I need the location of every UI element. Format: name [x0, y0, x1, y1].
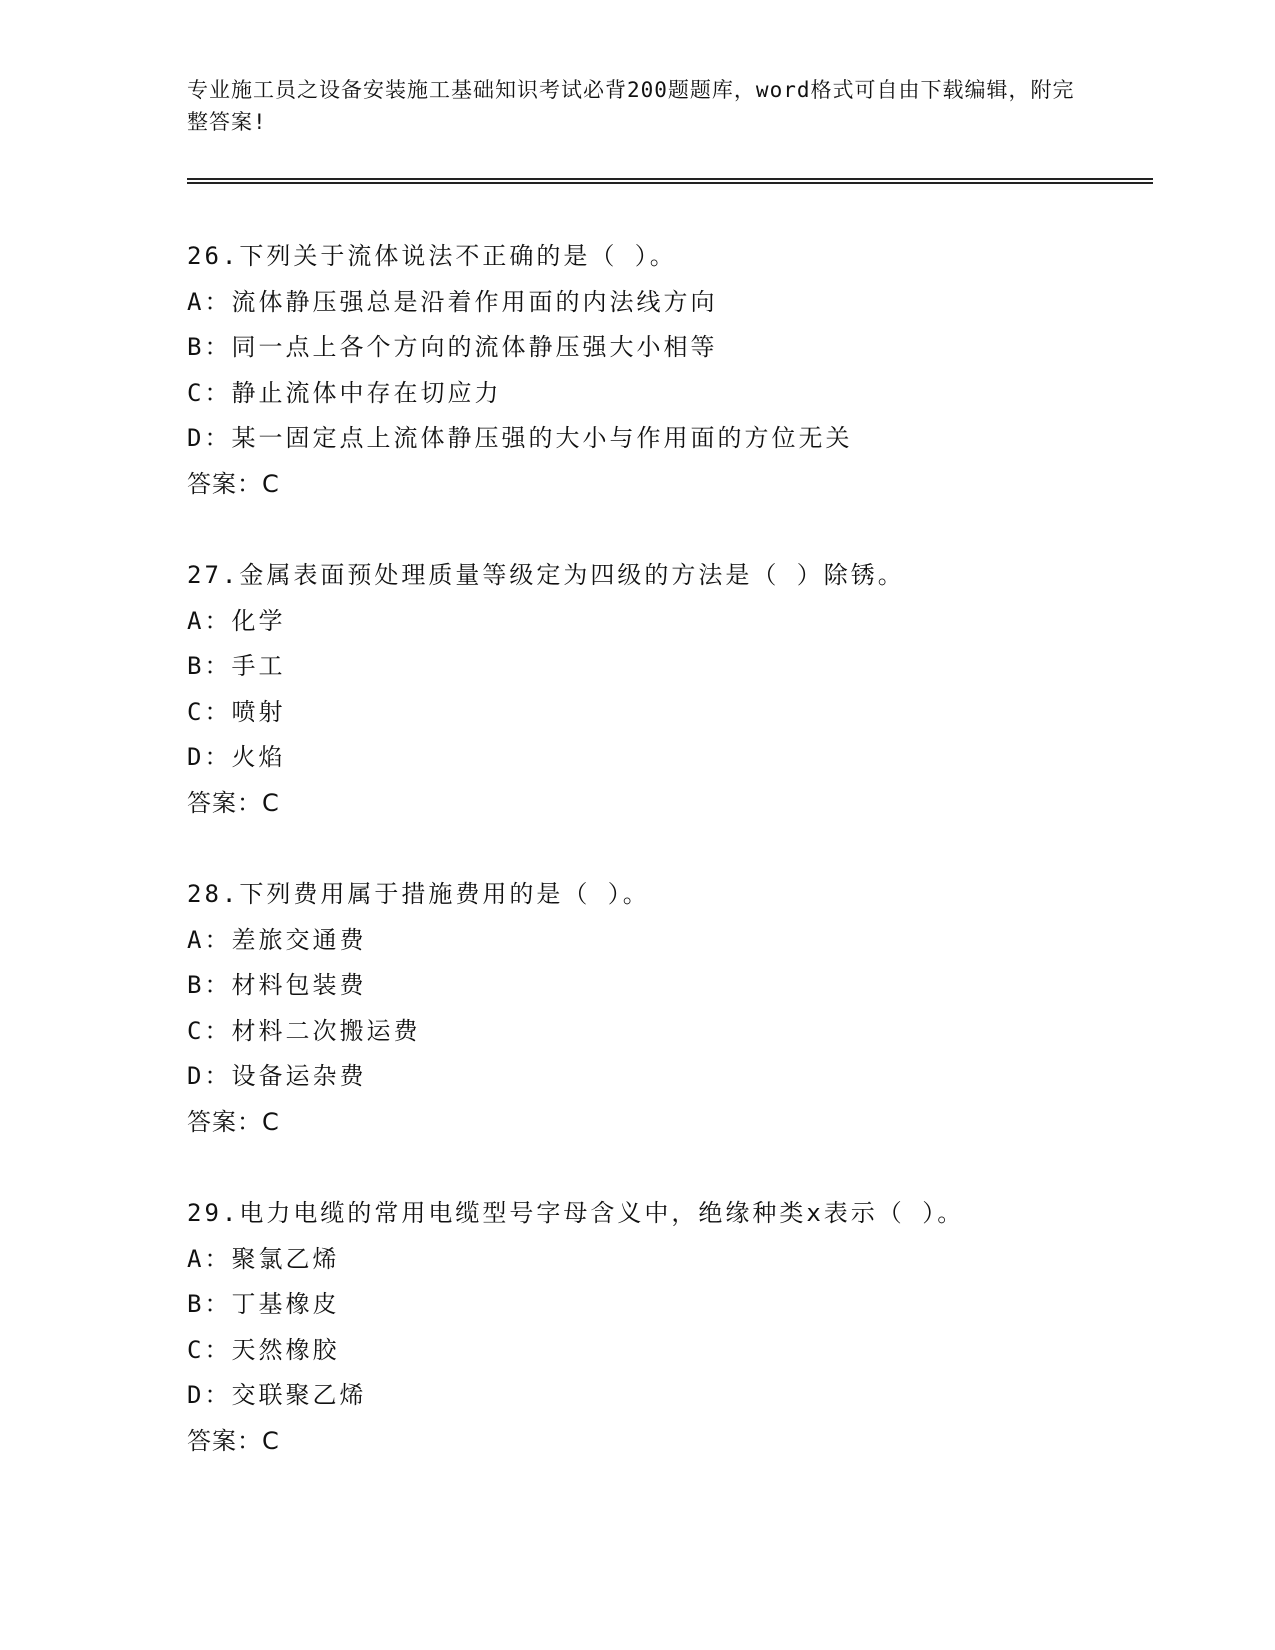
answer: 答案：C	[187, 469, 280, 498]
option-d: D：设备运杂费	[187, 1062, 367, 1090]
option-a: A：化学	[187, 606, 286, 635]
document-header: 专业施工员之设备安装施工基础知识考试必背200题题库，word格式可自由下载编辑，附完整答案!	[187, 78, 1075, 134]
option-a: A：流体静压强总是沿着作用面的内法线方向	[187, 287, 718, 316]
option-b: B：同一点上各个方向的流体静压强大小相等	[187, 333, 718, 361]
option-c: C：喷射	[187, 697, 286, 726]
question-27	[187, 553, 1153, 826]
question-stem: 28.下列费用属于措施费用的是（ ）。	[187, 880, 650, 908]
option-b: B：丁基橡皮	[187, 1290, 340, 1318]
option-c: C：静止流体中存在切应力	[187, 378, 502, 407]
header-divider-top	[187, 178, 1153, 180]
option-c: C：材料二次搬运费	[187, 1016, 421, 1045]
option-b: B：材料包装费	[187, 971, 367, 999]
option-c: C：天然橡胶	[187, 1335, 340, 1364]
question-list	[187, 234, 1153, 1510]
question-stem: 29.电力电缆的常用电缆型号字母含义中，绝缘种类x表示（ ）。	[187, 1199, 965, 1227]
question-29	[187, 1191, 1153, 1464]
question-26	[187, 234, 1153, 507]
option-a: A：聚氯乙烯	[187, 1244, 340, 1273]
answer: 答案：C	[187, 788, 280, 817]
answer: 答案：C	[187, 1107, 280, 1136]
answer: 答案：C	[187, 1426, 280, 1455]
question-stem: 26.下列关于流体说法不正确的是（ ）。	[187, 242, 677, 270]
option-a: A：差旅交通费	[187, 925, 367, 954]
question-stem: 27.金属表面预处理质量等级定为四级的方法是（ ）除锈。	[187, 561, 905, 589]
option-d: D：交联聚乙烯	[187, 1381, 367, 1409]
header-divider-bottom	[187, 182, 1153, 184]
option-d: D：火焰	[187, 743, 286, 771]
question-28	[187, 872, 1153, 1145]
option-d: D：某一固定点上流体静压强的大小与作用面的方位无关	[187, 424, 853, 452]
option-b: B：手工	[187, 652, 286, 680]
